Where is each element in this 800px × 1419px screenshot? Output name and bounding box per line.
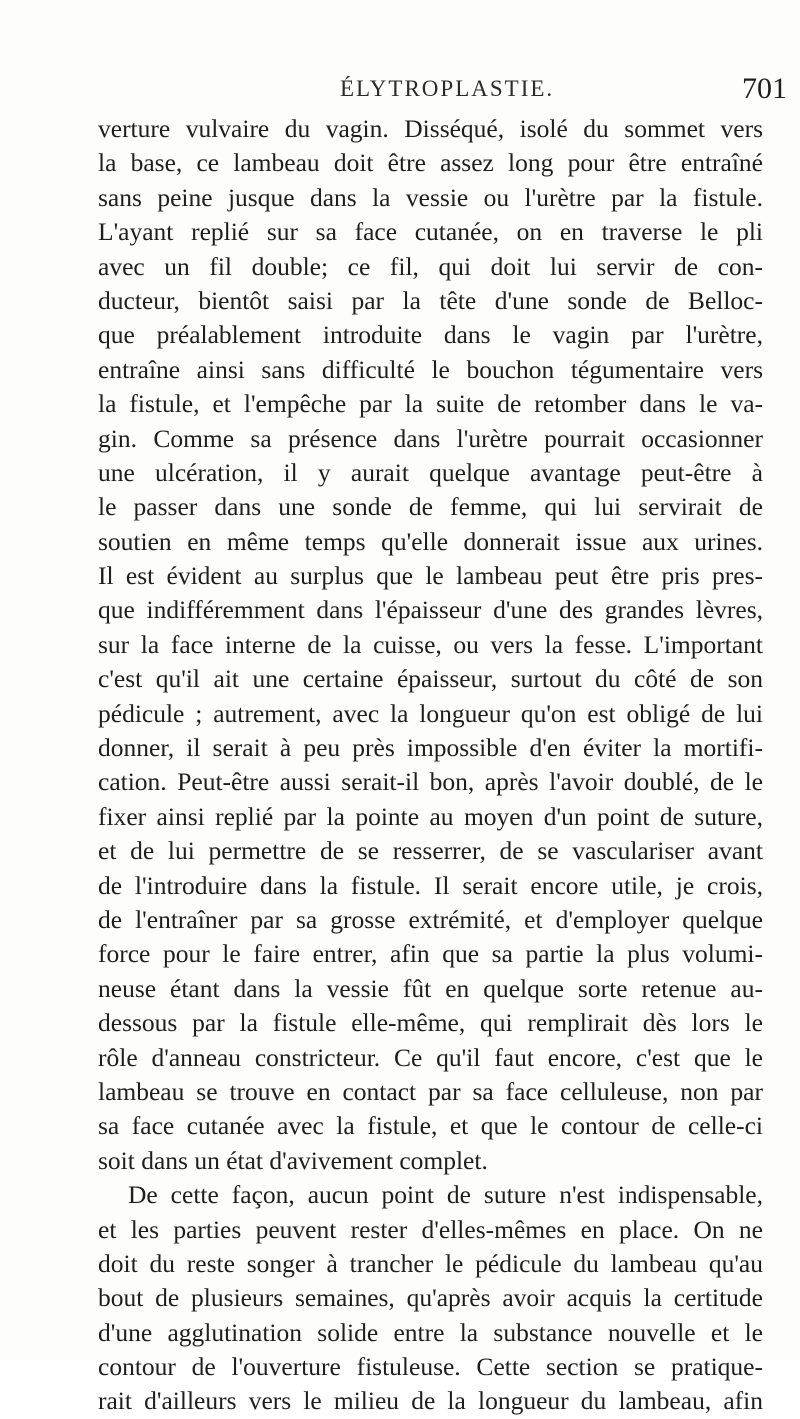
text-line: rait d'ailleurs vers le milieu de la longueur du lambeau, afin xyxy=(98,1386,763,1416)
text-line: gin. Comme sa présence dans l'urètre pourrait occasionner xyxy=(98,423,763,453)
text-line: fixer ainsi replié par la pointe au moyen d'un point de suture, xyxy=(98,801,763,831)
text-line: et les parties peuvent rester d'elles-mêmes en place. On ne xyxy=(98,1214,763,1244)
text-line: la fistule, et l'empêche par la suite de retomber dans le va- xyxy=(98,389,763,419)
body-text xyxy=(98,112,763,1419)
paragraph-1 xyxy=(98,112,763,1178)
text-line: sur la face interne de la cuisse, ou vers la fesse. L'important xyxy=(98,629,763,659)
text-line: donner, il serait à peu près impossible d'en éviter la mortifi- xyxy=(98,733,763,763)
text-line: contour de l'ouverture fistuleuse. Cette section se pratique- xyxy=(98,1352,763,1382)
text-line: neuse étant dans la vessie fût en quelque sorte retenue au- xyxy=(98,973,763,1003)
text-line: cation. Peut-être aussi serait-il bon, après l'avoir doublé, de le xyxy=(98,767,763,797)
text-line: et de lui permettre de se resserrer, de se vasculariser avant xyxy=(98,836,763,866)
text-line: sans peine jusque dans la vessie ou l'urètre par la fistule. xyxy=(98,182,763,212)
text-line: que indifféremment dans l'épaisseur d'une des grandes lèvres, xyxy=(98,595,763,625)
text-line: de l'introduire dans la fistule. Il serait encore utile, je crois, xyxy=(98,870,763,900)
text-line: soutien en même temps qu'elle donnerait issue aux urines. xyxy=(98,526,763,556)
text-line: force pour le faire entrer, afin que sa partie la plus volumi- xyxy=(98,939,763,969)
text-line: rôle d'anneau constricteur. Ce qu'il faut encore, c'est que le xyxy=(98,1042,763,1072)
text-line: Il est évident au surplus que le lambeau peut être pris pres- xyxy=(98,561,763,591)
text-line: entraîne ainsi sans difficulté le bouchon tégumentaire vers xyxy=(98,354,763,384)
paragraph-2 xyxy=(98,1178,763,1419)
text-line: que préalablement introduite dans le vagin par l'urètre, xyxy=(98,320,763,350)
text-line: lambeau se trouve en contact par sa face celluleuse, non par xyxy=(98,1076,763,1106)
text-line: soit dans un état d'avivement complet. xyxy=(98,1145,488,1175)
text-line: dessous par la fistule elle-même, qui remplirait dès lors le xyxy=(98,1008,763,1038)
text-line: pédicule ; autrement, avec la longueur qu'on est obligé de lui xyxy=(98,698,763,728)
text-line: le passer dans une sonde de femme, qui lui servirait de xyxy=(98,492,763,522)
text-line: c'est qu'il ait une certaine épaisseur, surtout du côté de son xyxy=(98,664,763,694)
text-line: d'une agglutination solide entre la substance nouvelle et le xyxy=(98,1317,763,1347)
text-line: de l'entraîner par sa grosse extrémité, et d'employer quelque xyxy=(98,904,763,934)
running-head xyxy=(0,72,800,112)
text-line: De cette façon, aucun point de suture n'est indispensable, xyxy=(128,1180,763,1210)
text-line: une ulcération, il y aurait quelque avantage peut-être à xyxy=(98,457,763,487)
text-line: verture vulvaire du vagin. Disséqué, isolé du sommet vers xyxy=(98,114,763,143)
page-number: 701 xyxy=(742,72,787,105)
text-line: avec un fil double; ce fil, qui doit lui servir de con- xyxy=(98,251,763,281)
text-line: ducteur, bientôt saisi par la tête d'une sonde de Belloc- xyxy=(98,285,763,315)
text-line: la base, ce lambeau doit être assez long pour être entraîné xyxy=(98,148,763,178)
running-title: ÉLYTROPLASTIE. xyxy=(340,76,555,101)
text-line: doit du reste songer à trancher le pédicule du lambeau qu'au xyxy=(98,1248,763,1278)
text-line: L'ayant replié sur sa face cutanée, on en traverse le pli xyxy=(98,217,763,247)
text-line: bout de plusieurs semaines, qu'après avoir acquis la certitude xyxy=(98,1283,763,1313)
text-line: sa face cutanée avec la fistule, et que le contour de celle-ci xyxy=(98,1111,763,1141)
